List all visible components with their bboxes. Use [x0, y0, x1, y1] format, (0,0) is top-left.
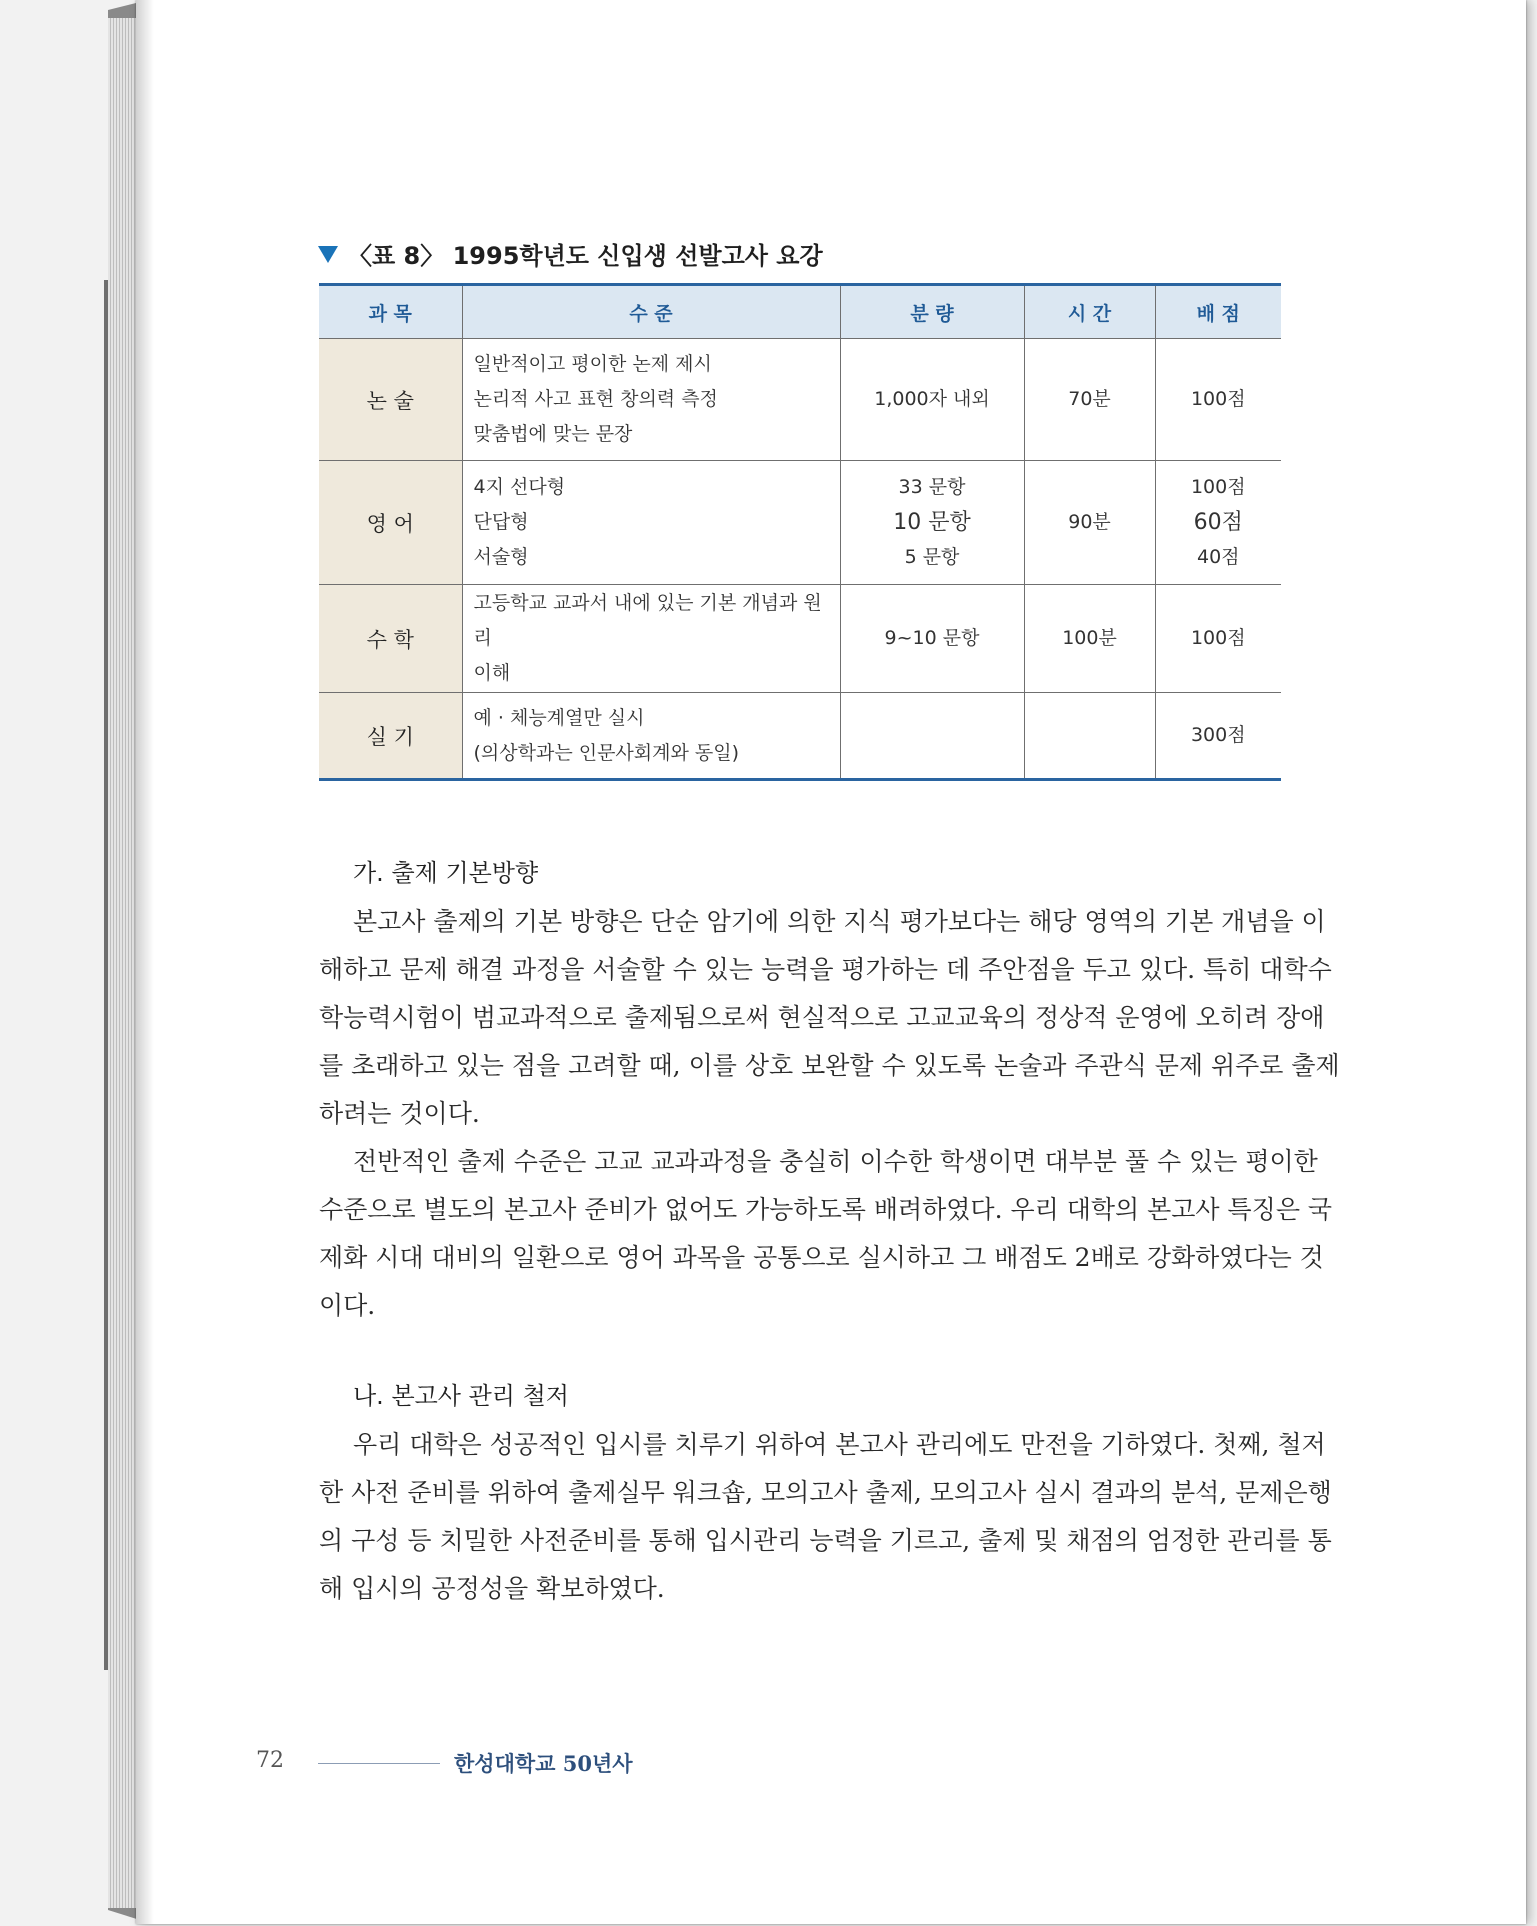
text-line: 수준으로 별도의 본고사 준비가 없어도 가능하도록 배려하였다. 우리 대학의 본고사 특징은 국 [319, 1195, 1333, 1224]
text-line: 의 구성 등 치밀한 사전준비를 통해 입시관리 능력을 기르고, 출제 및 채점의 엄정한 관리를 통 [319, 1526, 1332, 1555]
amount-cell [840, 461, 1024, 585]
text-line: 해하고 문제 해결 과정을 서술할 수 있는 능력을 평가하는 데 주안점을 두고 있다. 특히 대학수 [319, 955, 1332, 984]
score-line: 60점 [1193, 510, 1243, 535]
level-line: (의상학과는 인문사회계와 동일) [473, 741, 740, 764]
table-row [319, 585, 1281, 693]
score-line: 100점 [1190, 388, 1246, 410]
header-level: 수 준 [462, 285, 840, 339]
section-a-title: 가. 출제 기본방향 [353, 859, 539, 887]
table-caption-text: 〈표 8〉 1995학년도 신입생 선발고사 요강 [348, 242, 823, 270]
level-line: 단답형 [473, 511, 529, 533]
score-cell [1155, 461, 1281, 585]
header-time: 시 간 [1024, 285, 1155, 339]
score-cell [1155, 693, 1281, 780]
footer-rule [318, 1763, 440, 1764]
section-a-paragraph-2 [319, 1138, 1333, 1330]
running-footer-title: 한성대학교 50년사 [454, 1751, 633, 1776]
subject-cell: 영 어 [319, 461, 462, 585]
score-line: 300점 [1190, 724, 1246, 746]
text-line: 해 입시의 공정성을 확보하였다. [319, 1574, 665, 1603]
level-cell [462, 461, 840, 585]
level-line: 고등학교 교과서 내에 있는 기본 개념과 원리 [473, 592, 822, 649]
header-amount: 분 량 [840, 285, 1024, 339]
subject-cell: 논 술 [319, 339, 462, 461]
level-line: 논리적 사고 표현 창의력 측정 [473, 388, 718, 410]
amount-cell [840, 693, 1024, 780]
subject-cell: 수 학 [319, 585, 462, 693]
level-line: 일반적이고 평이한 논제 제시 [473, 353, 712, 375]
text-line: 제화 시대 대비의 일환으로 영어 과목을 공통으로 실시하고 그 배점도 2배로 강화하였다는 것 [319, 1243, 1324, 1272]
table-header-row [319, 285, 1281, 339]
level-line: 맞춤법에 맞는 문장 [473, 423, 633, 445]
level-line: 이해 [473, 662, 511, 684]
text-line: 우리 대학은 성공적인 입시를 치루기 위하여 본고사 관리에도 만전을 기하였다. 첫째, 철저 [353, 1430, 1326, 1459]
score-cell [1155, 585, 1281, 693]
amount-line: 5 문항 [904, 546, 960, 568]
section-b-paragraph-1 [319, 1421, 1332, 1613]
amount-line: 1,000자 내외 [874, 388, 990, 410]
amount-line: 33 문항 [898, 476, 966, 498]
score-cell [1155, 339, 1281, 461]
amount-line: 9~10 문항 [884, 627, 980, 649]
score-line: 40점 [1196, 546, 1240, 568]
score-line: 100점 [1190, 476, 1246, 498]
time-cell: 70분 [1024, 339, 1155, 461]
text-line: 학능력시험이 범교과적으로 출제됨으로써 현실적으로 고교교육의 정상적 운영에 오히려 장애 [319, 1003, 1325, 1032]
spine-shadow [136, 0, 154, 1924]
table-caption [318, 236, 823, 271]
level-line: 서술형 [473, 546, 529, 568]
page-number: 72 [256, 1748, 284, 1773]
header-score: 배 점 [1155, 285, 1281, 339]
time-cell: 100분 [1024, 585, 1155, 693]
level-line: 4지 선다형 [473, 476, 566, 498]
time-cell [1024, 693, 1155, 780]
text-line: 한 사전 준비를 위하여 출제실무 워크숍, 모의고사 출제, 모의고사 실시 결과의 분석, 문제은행 [319, 1478, 1332, 1507]
text-line: 이다. [319, 1291, 376, 1320]
text-line: 하려는 것이다. [319, 1099, 480, 1128]
time-cell: 90분 [1024, 461, 1155, 585]
amount-line: 10 문항 [893, 510, 971, 535]
exam-spec-table [319, 283, 1281, 781]
amount-cell [840, 339, 1024, 461]
caption-triangle-icon [318, 246, 338, 263]
header-subject: 과 목 [319, 285, 462, 339]
text-line: 를 초래하고 있는 점을 고려할 때, 이를 상호 보완할 수 있도록 논술과 주관식 문제 위주로 출제 [319, 1051, 1340, 1080]
table-row [319, 339, 1281, 461]
level-cell [462, 585, 840, 693]
text-line: 전반적인 출제 수준은 고교 교과과정을 충실히 이수한 학생이면 대부분 풀 수 있는 평이한 [353, 1147, 1318, 1176]
level-cell [462, 339, 840, 461]
section-a-paragraph-1 [319, 898, 1340, 1138]
section-b-title: 나. 본고사 관리 철저 [353, 1382, 569, 1410]
level-cell [462, 693, 840, 780]
score-line: 100점 [1190, 627, 1246, 649]
table-row [319, 693, 1281, 780]
level-line: 예 · 체능계열만 실시 [473, 706, 645, 729]
text-line: 본고사 출제의 기본 방향은 단순 암기에 의한 지식 평가보다는 해당 영역의 기본 개념을 이 [353, 907, 1326, 936]
amount-cell [840, 585, 1024, 693]
table-row [319, 461, 1281, 585]
subject-cell: 실 기 [319, 693, 462, 780]
